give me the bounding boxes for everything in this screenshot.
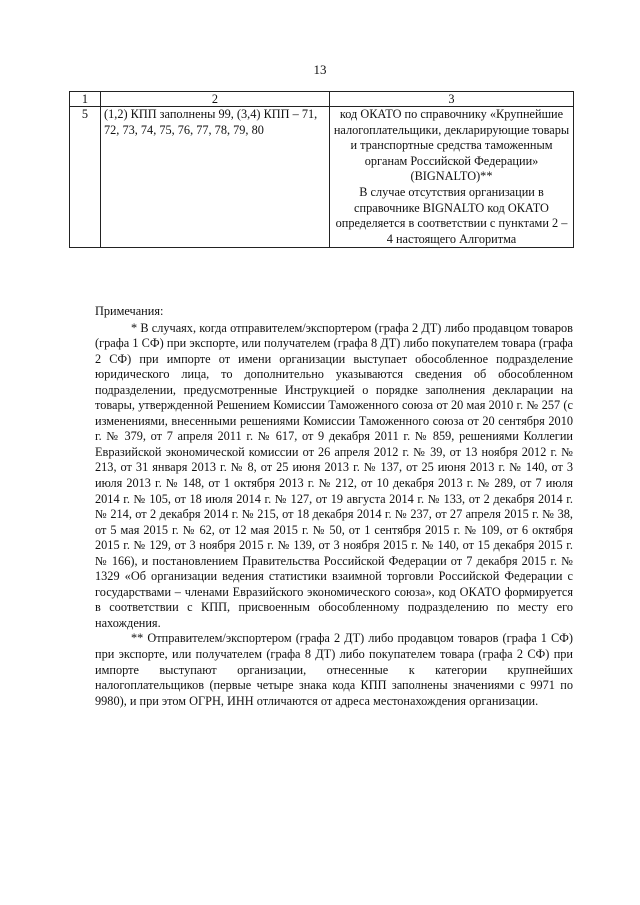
kpp-condition-cell: (1,2) КПП заполнены 99, (3,4) КПП – 71, 72, 73, 74, 75, 76, 77, 78, 79, 80 [101, 107, 330, 248]
note-1: * В случаях, когда отправителем/экспортером (графа 2 ДТ) либо продавцом товаров (графа 1 СФ) при экспорте, или получателем (графа 8 ДТ) либо покупателем товара (графа 2 СФ) при импорте от имени организации выступает обособленное подразделение юридического лица, то дополнительно указываются сведения об обособленном подразделении, предусмотренные Инструкцией о порядке заполнения декларации на товары, утвержденной Решением Комиссии Таможенного союза от 20 мая 2010 г. № 257 (с изменениями, внесенными решениями Комиссии Таможенного союза от 20 сентября 2010 г. № 379, от 7 апреля 2011 г. № 617, от 9 декабря 2011 г. № 859, решениями Коллегии Евразийской экономической комиссии от 26 апреля 2012 г. № 39, от 13 ноября 2012 г. № 213, от 31 января 2013 г. № 8, от 25 июня 2013 г. № 137, от 25 июня 2013 г. № 140, от 3 июля 2013 г. № 148, от 1 октября 2013 г. № 212, от 10 декабря 2013 г. № 289, от 7 июля 2014 г. № 105, от 18 июля 2014 г. № 127, от 19 августа 2014 г. № 133, от 2 декабря 2014 г. № 214, от 2 декабря 2014 г. № 215, от 18 декабря 2014 г. № 237, от 27 апреля 2015 г. № 38, от 5 мая 2015 г. № 62, от 12 мая 2015 г. № 50, от 1 сентября 2015 г. № 109, от 6 октября 2015 г. № 129, от 3 ноября 2015 г. № 139, от 3 ноября 2015 г. № 140, от 15 декабря 2015 г. № 166), и постановлением Правительства Российской Федерации от 7 декабря 2015 г. № 1329 «Об организации ведения статистики взаимной торговли Российской Федерации с государствами – членами Евразийского экономического союза», код ОКАТО формируется в соответствии с КПП, присвоенным обособленному подразделению по месту его нахождения. [95, 320, 573, 630]
okato-rule-cell [330, 107, 574, 248]
table-row [70, 107, 574, 248]
okato-rule-text: код ОКАТО по справочнику «Крупнейшие налогоплательщики, декларирующие товары и транспортные средства таможенным органам Российской Федерации» (BIGNALTO)** [333, 107, 570, 184]
algorithm-table [69, 91, 574, 248]
notes-section [95, 304, 573, 709]
page-number: 13 [313, 62, 327, 77]
header-col-2: 2 [101, 92, 330, 107]
notes-title: Примечания: [95, 304, 164, 318]
header-col-1: 1 [70, 92, 101, 107]
okato-fallback-text: В случае отсутствия организации в справочнике BIGNALTO код ОКАТО определяется в соответствии с пунктами 2 – 4 настоящего Алгоритма [335, 184, 568, 246]
row-number: 5 [70, 107, 101, 248]
note-2: ** Отправителем/экспортером (графа 2 ДТ) либо продавцом товаров (графа 1 СФ) при экспорте, или получателем (графа 8 ДТ) либо покупателем товара (графа 2 СФ) при импорте выступают организации, отнесенные к категории крупнейших налогоплательщиков (первые четыре знака кода КПП заполнены значениями с 9971 по 9980), и при этом ОГРН, ИНН отличаются от адреса местонахождения организации. [95, 631, 573, 708]
header-col-3: 3 [330, 92, 574, 107]
table-header-row [70, 92, 574, 107]
